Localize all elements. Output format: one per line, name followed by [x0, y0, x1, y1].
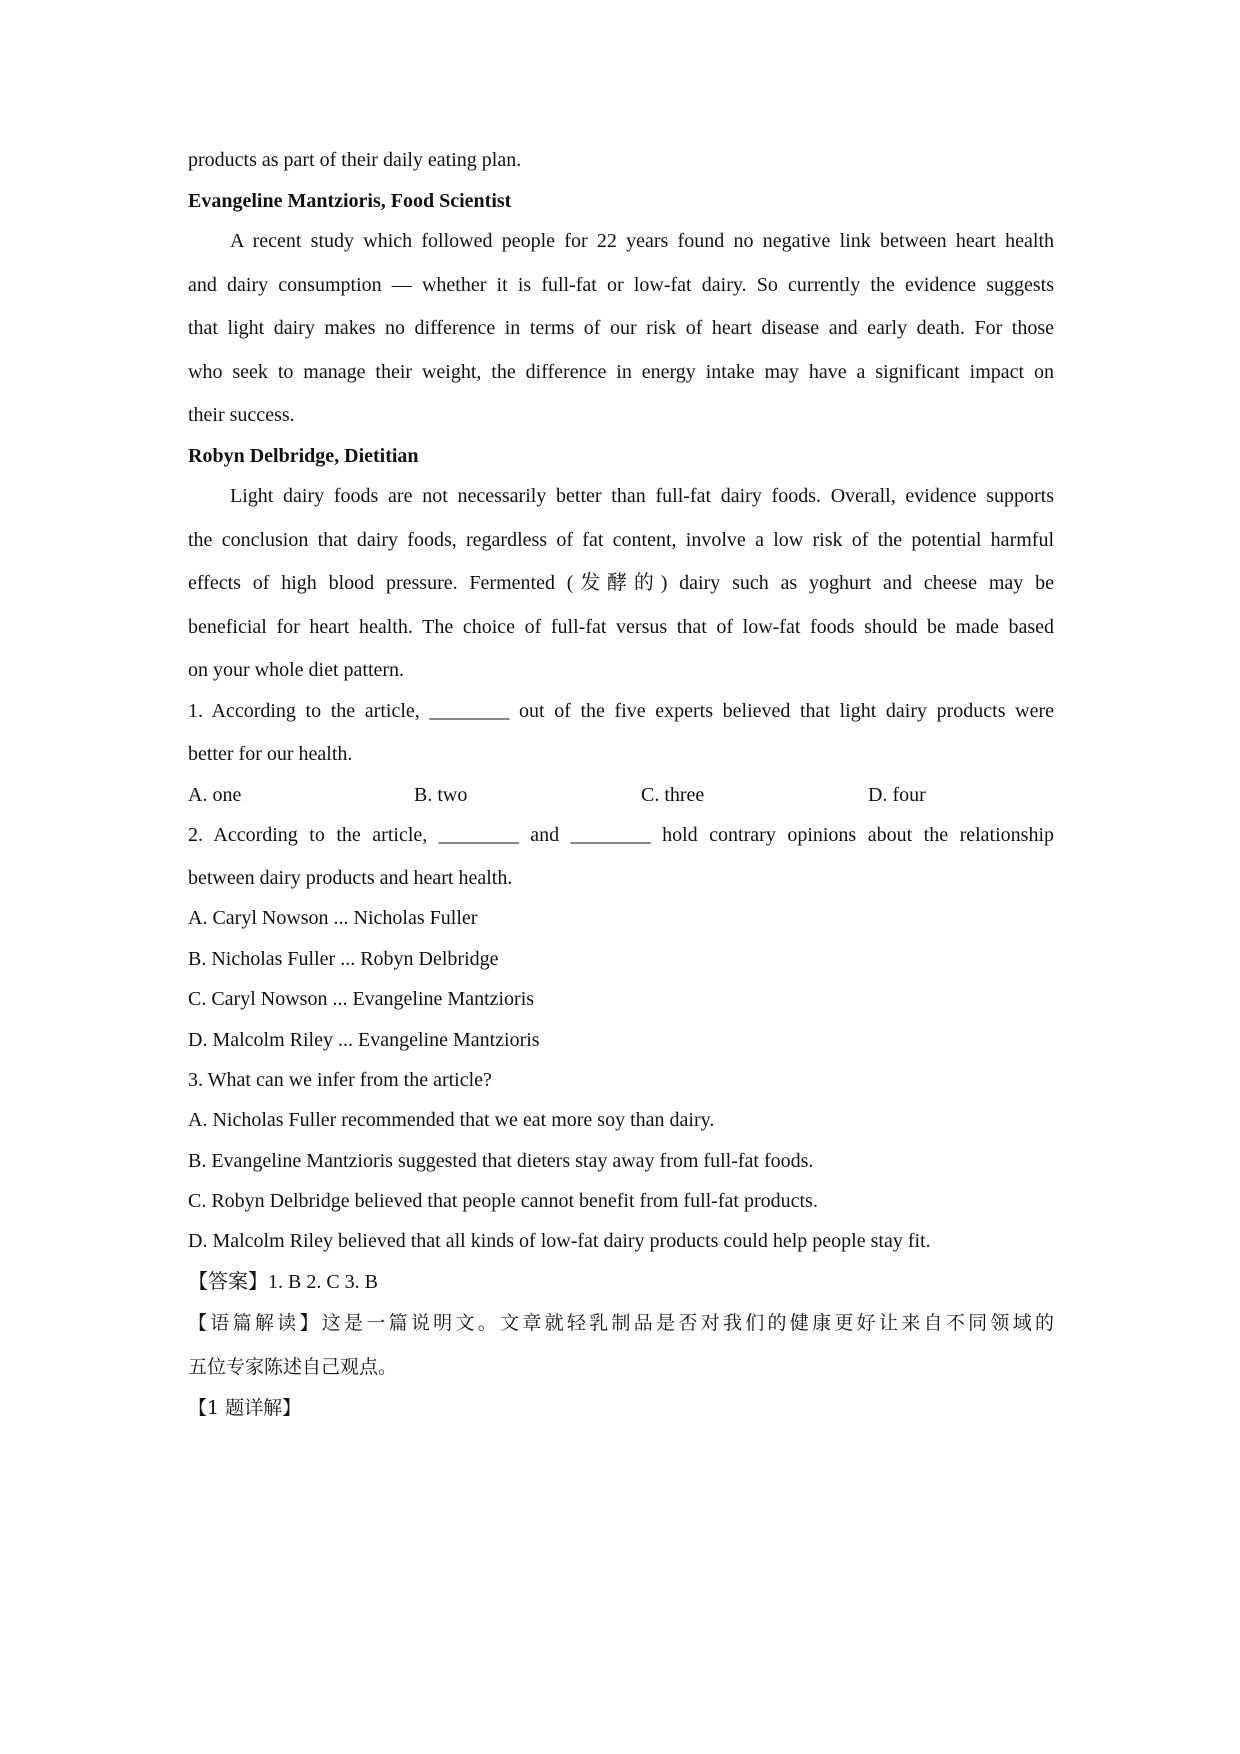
question-1-stem-cont: better for our health. [188, 743, 353, 765]
expert-paragraph-line: that light dairy makes no difference in terms of our risk of heart disease and early death. For those [188, 317, 1054, 339]
question-2-stem: 2. According to the article, ________ and ________ hold contrary opinions about the relationship [188, 824, 1054, 846]
passage-analysis-line: 【语篇解读】这是一篇说明文。文章就轻乳制品是否对我们的健康更好让来自不同领域的 [188, 1312, 1054, 1334]
expert-paragraph-line: their success. [188, 404, 295, 426]
expert-paragraph-line: who seek to manage their weight, the difference in energy intake may have a significant impact on [188, 361, 1054, 383]
question-2-option-c: C. Caryl Nowson ... Evangeline Mantzioris [188, 988, 535, 1010]
question-1-option-d: D. four [868, 784, 926, 806]
question-3-option-c: C. Robyn Delbridge believed that people cannot benefit from full-fat products. [188, 1190, 818, 1212]
expert-paragraph-line: on your whole diet pattern. [188, 659, 405, 681]
question-3-stem: 3. What can we infer from the article? [188, 1069, 492, 1091]
passage-analysis-line: 五位专家陈述自己观点。 [188, 1356, 398, 1378]
question-3-option-b: B. Evangeline Mantzioris suggested that dieters stay away from full-fat foods. [188, 1150, 814, 1172]
question-2-option-a: A. Caryl Nowson ... Nicholas Fuller [188, 907, 478, 929]
question-1-option-c: C. three [641, 784, 705, 806]
expert-paragraph-line: A recent study which followed people for 22 years found no negative link between heart health [230, 230, 1054, 252]
question-1-option-b: B. two [414, 784, 468, 806]
question-2-option-b: B. Nicholas Fuller ... Robyn Delbridge [188, 948, 499, 970]
expert-paragraph-line: Light dairy foods are not necessarily better than full-fat dairy foods. Overall, evidence supports [230, 485, 1054, 507]
expert-heading-mantzioris: Evangeline Mantzioris, Food Scientist [188, 190, 512, 212]
expert-paragraph-line: and dairy consumption — whether it is full-fat or low-fat dairy. So currently the evidence suggests [188, 274, 1054, 296]
question-1-option-a: A. one [188, 784, 242, 806]
question-2-option-d: D. Malcolm Riley ... Evangeline Mantzioris [188, 1029, 540, 1051]
question-2-stem-cont: between dairy products and heart health. [188, 867, 513, 889]
answer-key: 【答案】1. B 2. C 3. B [188, 1271, 379, 1293]
question-3-option-a: A. Nicholas Fuller recommended that we eat more soy than dairy. [188, 1109, 715, 1131]
expert-heading-delbridge: Robyn Delbridge, Dietitian [188, 445, 419, 467]
expert-paragraph-line: beneficial for heart health. The choice of full-fat versus that of low-fat foods should be made based [188, 616, 1054, 638]
expert-paragraph-line: effects of high blood pressure. Fermented (发酵的) dairy such as yoghurt and cheese may be [188, 572, 1054, 594]
passage-continuation-line: products as part of their daily eating plan. [188, 149, 522, 171]
expert-paragraph-line: the conclusion that dairy foods, regardless of fat content, involve a low risk of the potential harmful [188, 529, 1054, 551]
question-3-option-d: D. Malcolm Riley believed that all kinds of low-fat dairy products could help people stay fit. [188, 1230, 931, 1252]
question-1-detail-heading: 【1 题详解】 [188, 1397, 302, 1419]
question-1-stem: 1. According to the article, ________ out of the five experts believed that light dairy products were [188, 700, 1054, 722]
